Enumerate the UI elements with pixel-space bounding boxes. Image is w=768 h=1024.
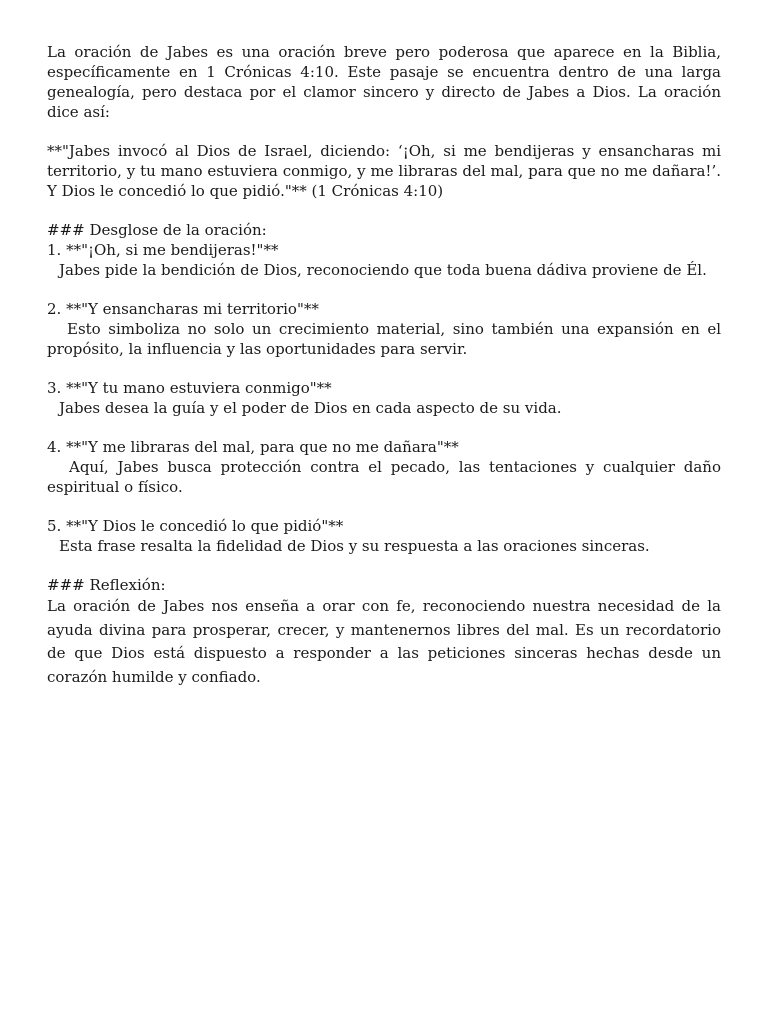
point-text: Jabes pide la bendición de Dios, reconociendo que toda buena dádiva proviene de Él. xyxy=(59,261,707,279)
point-title: 3. **"Y tu mano estuviera conmigo"** xyxy=(47,379,332,397)
point-1 xyxy=(47,240,721,280)
spacer xyxy=(47,359,721,378)
point-title: 2. **"Y ensancharas mi territorio"** xyxy=(47,300,319,318)
point-text: Esto simboliza no solo un crecimiento material, sino también una expansión en el propósito, la influencia y las oportunidades para servir. xyxy=(47,320,721,358)
point-title: 1. **"¡Oh, si me bendijeras!"** xyxy=(47,241,279,259)
point-text: Esta frase resalta la fidelidad de Dios y su respuesta a las oraciones sinceras. xyxy=(59,537,650,555)
spacer xyxy=(47,280,721,299)
spacer xyxy=(47,201,721,220)
document-page xyxy=(47,42,721,689)
point-3 xyxy=(47,378,721,418)
intro-paragraph: La oración de Jabes es una oración breve pero poderosa que aparece en la Biblia, específicamente en 1 Crónicas 4:10. Este pasaje se encuentra dentro de una larga genealogía, pero destaca por el clamor sincero y directo de Jabes a Dios. La oración dice así: xyxy=(47,43,721,121)
reflection-paragraph: La oración de Jabes nos enseña a orar con fe, reconociendo nuestra necesidad de la ayuda divina para prosperar, crecer, y mantenernos libres del mal. Es un recordatorio de que Dios está dispuesto a responder a las peticiones sinceras hechas desde un corazón humilde y confiado. xyxy=(47,597,721,686)
point-title: 5. **"Y Dios le concedió lo que pidió"** xyxy=(47,517,344,535)
spacer xyxy=(47,497,721,516)
breakdown-heading: ### Desglose de la oración: xyxy=(47,221,267,239)
spacer xyxy=(47,418,721,437)
scripture-quote: **"Jabes invocó al Dios de Israel, diciendo: ‘¡Oh, si me bendijeras y ensancharas mi territorio, y tu mano estuviera conmigo, y me libraras del mal, para que no me dañara!’. Y Dios le concedió lo que pidió."** (1 Crónicas 4:10) xyxy=(47,142,721,200)
point-2 xyxy=(47,299,721,359)
point-text: Jabes desea la guía y el poder de Dios en cada aspecto de su vida. xyxy=(59,399,562,417)
reflection-heading: ### Reflexión: xyxy=(47,576,166,594)
point-title: 4. **"Y me libraras del mal, para que no me dañara"** xyxy=(47,438,459,456)
point-text: Aquí, Jabes busca protección contra el pecado, las tentaciones y cualquier daño espiritual o físico. xyxy=(47,458,721,496)
point-4 xyxy=(47,437,721,497)
spacer xyxy=(47,556,721,575)
spacer xyxy=(47,122,721,141)
point-5 xyxy=(47,516,721,556)
